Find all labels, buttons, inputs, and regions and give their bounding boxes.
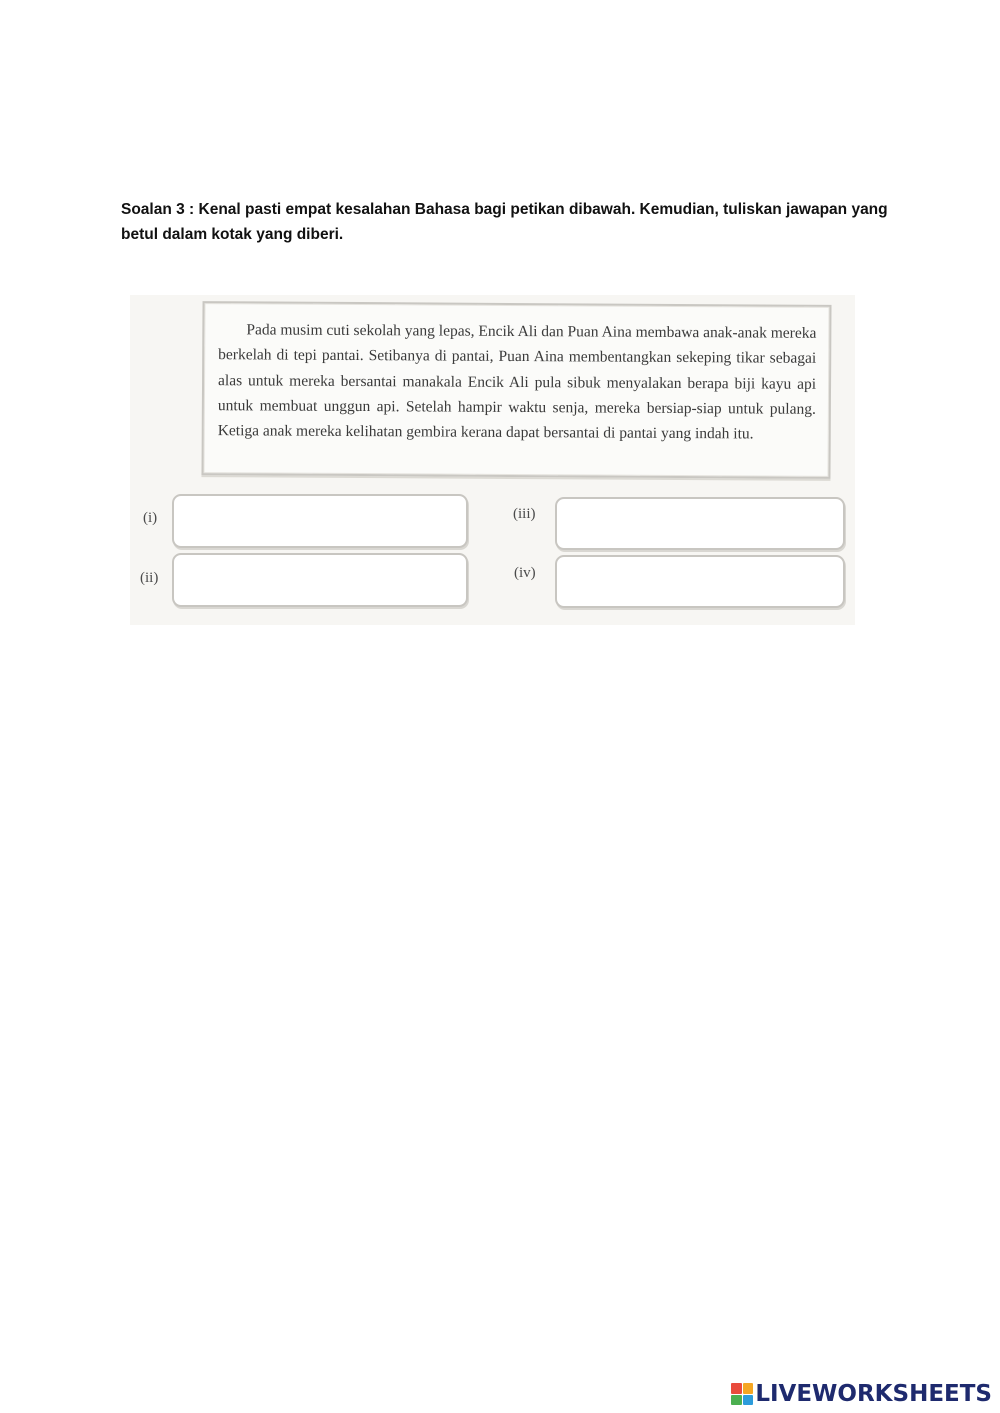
answer-box-i[interactable] xyxy=(172,494,468,548)
answer-label-ii: (ii) xyxy=(140,570,159,586)
answer-box-iv[interactable] xyxy=(555,555,845,608)
answer-box-iii[interactable] xyxy=(555,497,845,550)
answer-box-ii[interactable] xyxy=(172,553,468,607)
answer-label-i: (i) xyxy=(143,510,158,526)
watermark-text: LIVEWORKSHEETS xyxy=(755,1381,992,1407)
question-instruction: Soalan 3 : Kenal pasti empat kesalahan Bahasa bagi petikan dibawah. Kemudian, tuliskan jawapan yang betul dalam kotak yang diberi. xyxy=(121,201,888,243)
passage-box xyxy=(201,301,831,479)
passage-text: Pada musim cuti sekolah yang lepas, Encik Ali dan Puan Aina membawa anak-anak mereka berkelah di tepi pantai. Setibanya di pantai, Puan Aina membentangkan sekeping tikar sebagai alas untuk mereka bersantai manakala Encik Ali pula sibuk menyalakan berapa biji kayu api untuk membuat unggun api. Setelah hampir waktu senja, mereka bersiap-siap untuk pulang. Ketiga anak mereka kelihatan gembira kerana dapat bersantai di pantai yang indah itu. xyxy=(217,321,817,443)
answer-label-iii: (iii) xyxy=(513,506,536,522)
answer-label-iv: (iv) xyxy=(514,565,536,581)
liveworksheets-watermark xyxy=(731,1381,992,1407)
liveworksheets-logo-icon xyxy=(731,1383,753,1405)
